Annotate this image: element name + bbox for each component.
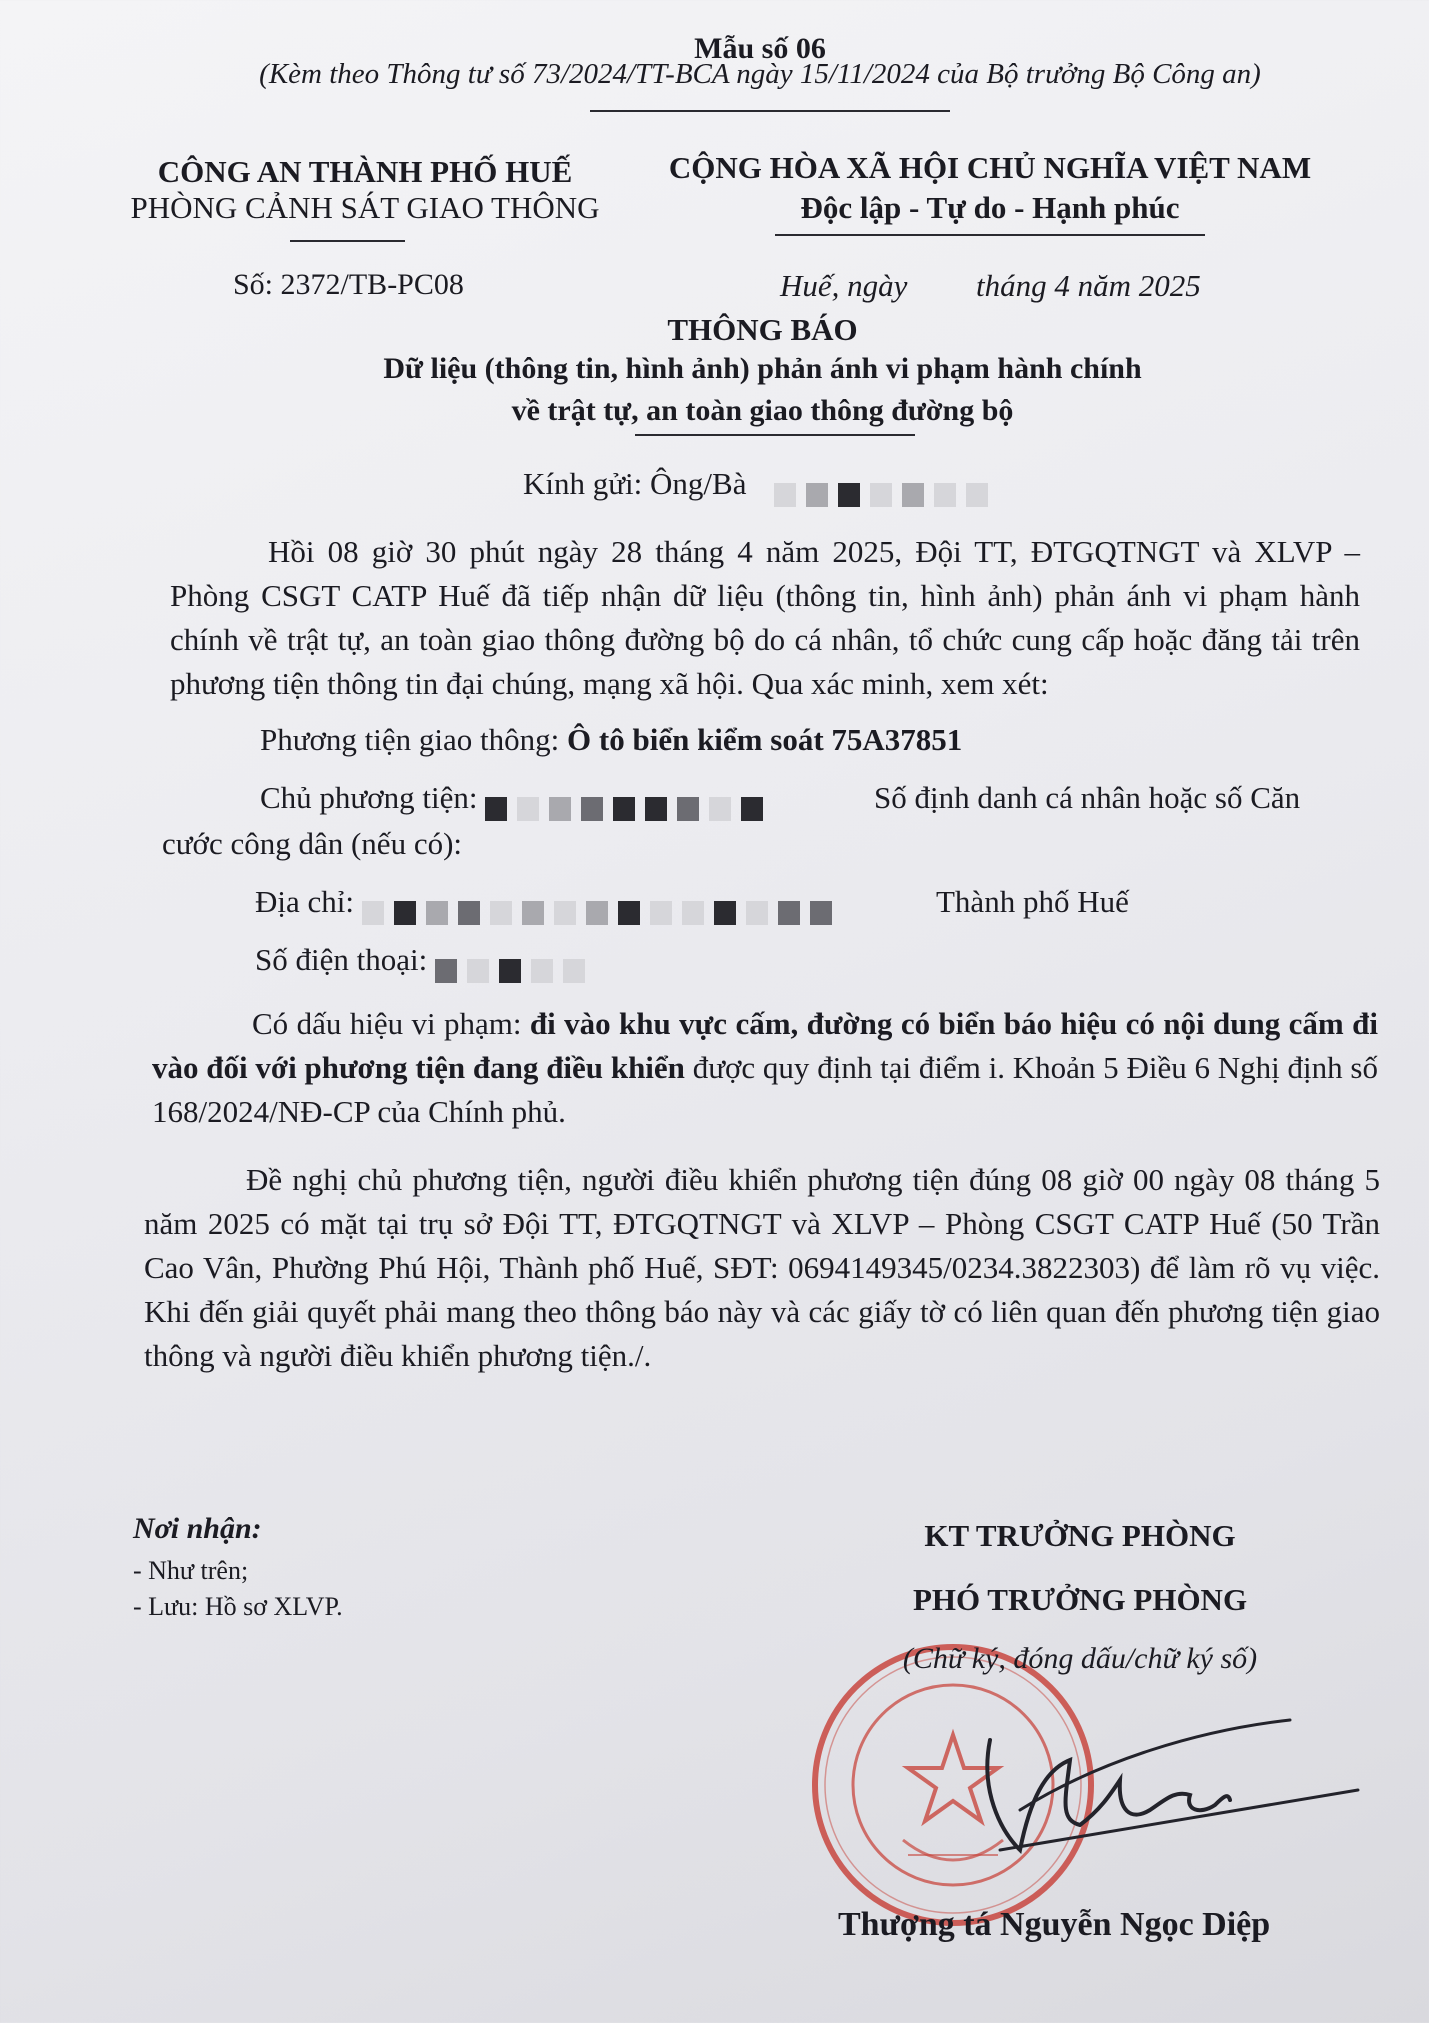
vehicle-label: Phương tiện giao thông:: [260, 722, 568, 757]
request-paragraph: [144, 1158, 1380, 1378]
signature-title-1: KT TRƯỞNG PHÒNG: [924, 1518, 1236, 1553]
phone-line: [255, 942, 595, 978]
address-line: [255, 884, 842, 920]
violation-text: [152, 1002, 1378, 1134]
date-month-year: tháng 4 năm 2025: [976, 268, 1201, 303]
document-number: Số: 2372/TB-PC08: [233, 268, 464, 301]
phone-label: Số điện thoại:: [255, 942, 435, 977]
handwritten-signature: [960, 1700, 1380, 1870]
vehicle-plate: Ô tô biển kiểm soát 75A37851: [567, 722, 963, 757]
recipient-name-redacted: [774, 474, 998, 500]
owner-label: Chủ phương tiện:: [260, 780, 486, 815]
national-title: CỘNG HÒA XÃ HỘI CHỦ NGHĨA VIỆT NAM: [668, 150, 1312, 185]
recipients-item-1: - Như trên;: [133, 1556, 249, 1585]
document-subtitle-1: Dữ liệu (thông tin, hình ảnh) phản ánh vi phạm hành chính: [383, 352, 1142, 385]
violation-paragraph: [152, 1002, 1378, 1134]
vehicle-line: [260, 722, 962, 758]
recipient-line: [523, 466, 998, 502]
header-divider: [590, 110, 950, 112]
owner-line: [260, 780, 773, 816]
form-number: Mẫu số 06: [694, 32, 826, 65]
violation-label: Có dấu hiệu vi phạm:: [252, 1006, 530, 1041]
owner-name-redacted: [485, 788, 773, 814]
address-label: Địa chỉ:: [255, 884, 362, 919]
signature-note: (Chữ ký, đóng dấu/chữ ký số): [902, 1642, 1258, 1675]
request-text: Đề nghị chủ phương tiện, người điều khiển phương tiện đúng 08 giờ 00 ngày 08 tháng 5 năm 2025 có mặt tại trụ sở Đội TT, ĐTGQTNGT và XLVP – Phòng CSGT CATP Huế (50 Trần Cao Vân, Phường Phú Hội, Thành phố Huế, SĐT: 0694149345/0234.3822303) để làm rõ vụ việc. Khi đến giải quyết phải mang theo thông báo này và các giấy tờ có liên quan đến phương tiện giao thông và người điều khiển phương tiện./.: [144, 1162, 1380, 1373]
phone-redacted: [435, 950, 595, 976]
recipient-label: Kính gửi: Ông/Bà: [523, 466, 747, 501]
title-underline: [635, 434, 915, 436]
date-place: Huế, ngày: [780, 268, 908, 303]
form-reference: (Kèm theo Thông tư số 73/2024/TT-BCA ngày 15/11/2024 của Bộ trưởng Bộ Công an): [259, 58, 1261, 90]
document-title: THÔNG BÁO: [667, 312, 858, 347]
signature-title-2: PHÓ TRƯỞNG PHÒNG: [912, 1582, 1248, 1617]
signer-name: Thượng tá Nguyễn Ngọc Diệp: [838, 1906, 1271, 1943]
recipients-item-2: - Lưu: Hồ sơ XLVP.: [133, 1592, 343, 1621]
document-subtitle-2: về trật tự, an toàn giao thông đường bộ: [511, 394, 1014, 427]
owner-id-text: Số định danh cá nhân hoặc số Căn: [874, 780, 1301, 815]
agency-name: CÔNG AN THÀNH PHỐ HUẾ: [157, 154, 573, 189]
intro-text: Hồi 08 giờ 30 phút ngày 28 tháng 4 năm 2025, Đội TT, ĐTGQTNGT và XLVP – Phòng CSGT CATP Huế đã tiếp nhận dữ liệu (thông tin, hình ảnh) phản ánh vi phạm hành chính về trật tự, an toàn giao thông đường bộ do cá nhân, tổ chức cung cấp hoặc đăng tải trên phương tiện thông tin đại chúng, mạng xã hội. Qua xác minh, xem xét:: [170, 534, 1360, 701]
recipients-heading: Nơi nhận:: [133, 1512, 262, 1545]
violation-legal-basis: được quy định tại điểm i. Khoản 5 Điều 6 Nghị định số 168/2024/NĐ-CP của Chính phủ.: [152, 1050, 1378, 1129]
address-city: Thành phố Huế: [936, 884, 1129, 919]
national-motto: Độc lập - Tự do - Hạnh phúc: [800, 190, 1180, 225]
address-redacted: [362, 892, 842, 918]
motto-underline: [775, 234, 1205, 236]
owner-id-text-2: cước công dân (nếu có):: [162, 826, 463, 861]
violation-description: đi vào khu vực cấm, đường có biển báo hiệu có nội dung cấm đi vào đối với phương tiện đang điều khiển: [152, 1006, 1378, 1085]
agency-department: PHÒNG CẢNH SÁT GIAO THÔNG: [130, 190, 600, 225]
agency-underline: [290, 240, 405, 242]
intro-paragraph: [170, 530, 1360, 706]
